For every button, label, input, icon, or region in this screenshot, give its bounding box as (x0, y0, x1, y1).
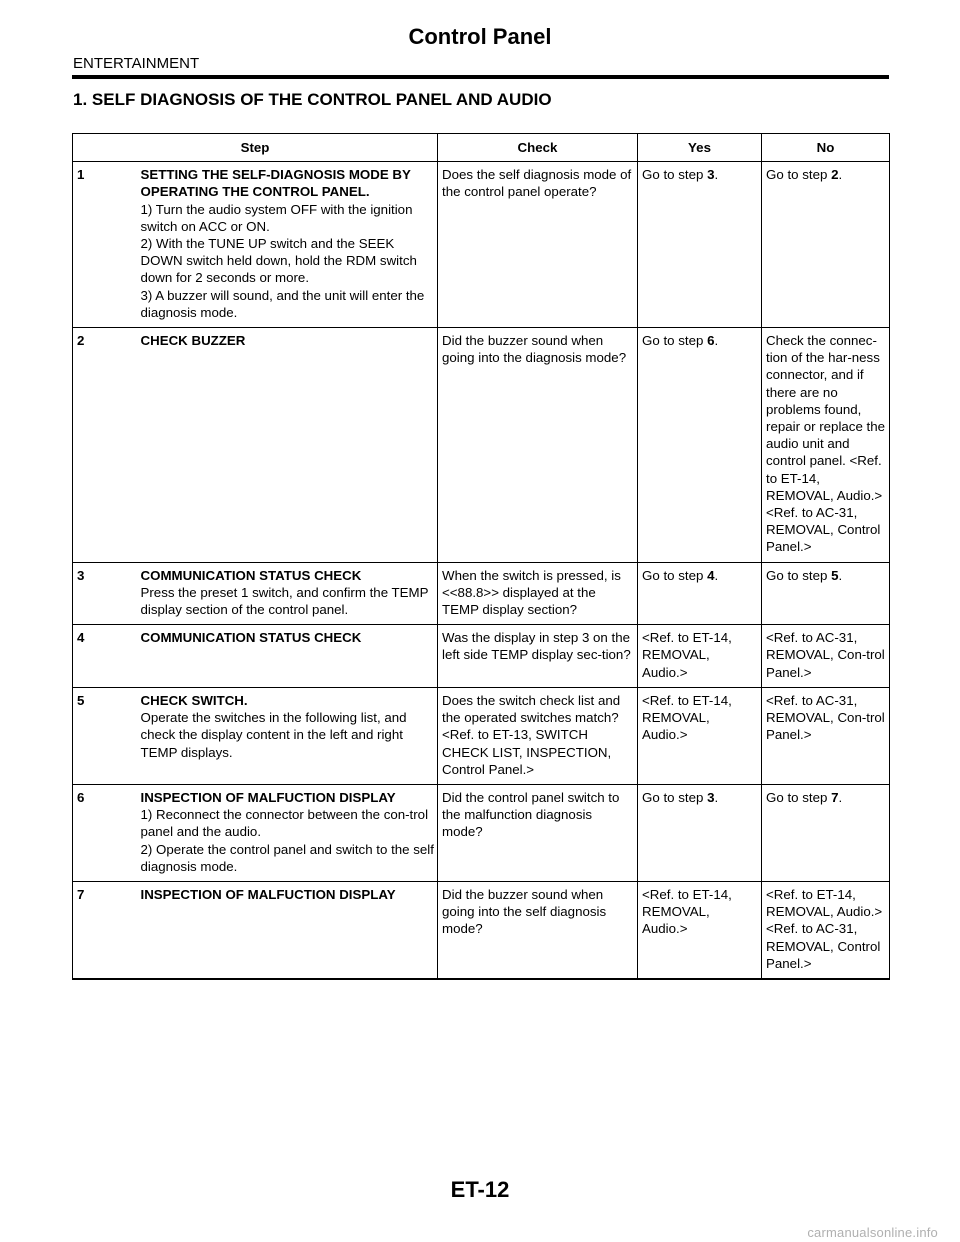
page-id: ET-12 (450, 1177, 510, 1202)
no-cell (762, 784, 890, 881)
step-description (141, 881, 438, 979)
step-instruction: Operate the switches in the following list, and check the display content in the left and right TEMP displays. (140, 710, 407, 760)
check-cell: When the switch is pressed, is <<88.8>> displayed at the TEMP display section? (438, 562, 638, 625)
step-title: INSPECTION OF MALFUCTION DISPLAY (140, 886, 396, 902)
table-row (73, 687, 890, 784)
check-cell: Does the self diagnosis mode of the control panel operate? (438, 162, 638, 328)
yes-cell (638, 784, 762, 881)
no-cell: <Ref. to ET-14, REMOVAL, Audio.> <Ref. to AC-31, REMOVAL, Control Panel.> (762, 881, 890, 979)
check-cell: Did the control panel switch to the malfunction diagnosis mode? (438, 784, 638, 881)
step-title: INSPECTION OF MALFUCTION DISPLAY (140, 789, 396, 805)
table-row (73, 625, 890, 688)
watermark: carmanualsonline.info (807, 1225, 938, 1240)
step-instruction: 1) Turn the audio system OFF with the ignition switch on ACC or ON. (140, 201, 413, 234)
yes-cell: <Ref. to ET-14, REMOVAL, Audio.> (638, 625, 762, 688)
no-step-link: 7 (831, 789, 839, 805)
step-description (141, 328, 438, 563)
check-cell: Did the buzzer sound when going into the self diagnosis mode? (438, 881, 638, 979)
yes-cell: <Ref. to ET-14, REMOVAL, Audio.> (638, 881, 762, 979)
yes-step-link: 4 (707, 567, 715, 583)
table-row (73, 562, 890, 625)
section-name: ENTERTAINMENT (73, 55, 200, 72)
step-description (141, 687, 438, 784)
step-title: CHECK BUZZER (140, 333, 246, 349)
step-title: COMMUNICATION STATUS CHECK (140, 567, 362, 583)
no-cell (762, 562, 890, 625)
yes-cell (638, 328, 762, 563)
column-header-yes: Yes (638, 134, 762, 162)
step-number: 1 (73, 162, 141, 328)
step-number: 5 (73, 687, 141, 784)
yes-step-link: 6 (707, 333, 715, 349)
check-cell: Does the switch check list and the operated switches match? <Ref. to ET-13, SWITCH CHECK LIST, INSPECTION, Control Panel.> (438, 687, 638, 784)
no-step-link: 5 (831, 567, 839, 583)
step-instruction: 2) With the TUNE UP switch and the SEEK DOWN switch held down, hold the RDM switch down for 2 seconds or more. (140, 236, 417, 286)
step-description (141, 625, 438, 688)
step-instruction: 3) A buzzer will sound, and the unit will enter the diagnosis mode. (140, 287, 425, 320)
step-number: 2 (73, 328, 141, 563)
table-row (73, 162, 890, 328)
table-row (73, 784, 890, 881)
step-description (141, 784, 438, 881)
yes-text: . (714, 567, 719, 583)
yes-text: . (714, 789, 719, 805)
diagnosis-table (72, 133, 890, 980)
column-header-no: No (762, 134, 890, 162)
step-description (141, 562, 438, 625)
step-description (141, 162, 438, 328)
header-rule (72, 75, 889, 79)
check-cell: Did the buzzer sound when going into the diagnosis mode? (438, 328, 638, 563)
yes-step-link: 3 (707, 789, 715, 805)
column-header-step: Step (73, 134, 438, 162)
yes-cell (638, 162, 762, 328)
yes-text: Go to step (642, 333, 708, 349)
step-number: 4 (73, 625, 141, 688)
section-heading: 1. SELF DIAGNOSIS OF THE CONTROL PANEL AND AUDIO (73, 90, 552, 109)
yes-cell (638, 562, 762, 625)
step-instruction: 1) Reconnect the connector between the con-trol panel and the audio. (140, 807, 429, 840)
no-cell: Check the connec-tion of the har-ness connector, and if there are no problems found, repair or replace the audio unit and control panel. <Ref. to ET-14, REMOVAL, Audio.> <Ref. to AC-31, REMOVAL, Control Panel.> (762, 328, 890, 563)
check-cell: Was the display in step 3 on the left side TEMP display sec-tion? (438, 625, 638, 688)
yes-cell: <Ref. to ET-14, REMOVAL, Audio.> (638, 687, 762, 784)
yes-text: Go to step (642, 167, 708, 183)
step-title: COMMUNICATION STATUS CHECK (140, 630, 362, 646)
no-text: Go to step (766, 167, 832, 183)
step-instruction: 2) Operate the control panel and switch to the self diagnosis mode. (140, 841, 434, 874)
table-header-row (73, 134, 890, 162)
yes-step-link: 3 (707, 167, 715, 183)
no-cell (762, 162, 890, 328)
no-text: Go to step (766, 567, 832, 583)
table-row (73, 328, 890, 563)
no-step-link: 2 (831, 167, 839, 183)
step-number: 3 (73, 562, 141, 625)
step-number: 7 (73, 881, 141, 979)
no-text: . (838, 789, 843, 805)
no-cell: <Ref. to AC-31, REMOVAL, Con-trol Panel.> (762, 625, 890, 688)
no-cell: <Ref. to AC-31, REMOVAL, Con-trol Panel.> (762, 687, 890, 784)
yes-text: . (714, 167, 719, 183)
no-text: . (838, 167, 843, 183)
no-text: Go to step (766, 789, 832, 805)
step-number: 6 (73, 784, 141, 881)
no-text: . (838, 567, 843, 583)
yes-text: Go to step (642, 567, 708, 583)
yes-text: Go to step (642, 789, 708, 805)
step-title: CHECK SWITCH. (140, 692, 248, 708)
yes-text: . (714, 333, 719, 349)
page-title: Control Panel (408, 24, 552, 49)
step-title: SETTING THE SELF-DIAGNOSIS MODE BY OPERATING THE CONTROL PANEL. (140, 167, 411, 200)
table-row (73, 881, 890, 979)
step-instruction: Press the preset 1 switch, and confirm the TEMP display section of the control panel. (140, 584, 429, 618)
column-header-check: Check (438, 134, 638, 162)
